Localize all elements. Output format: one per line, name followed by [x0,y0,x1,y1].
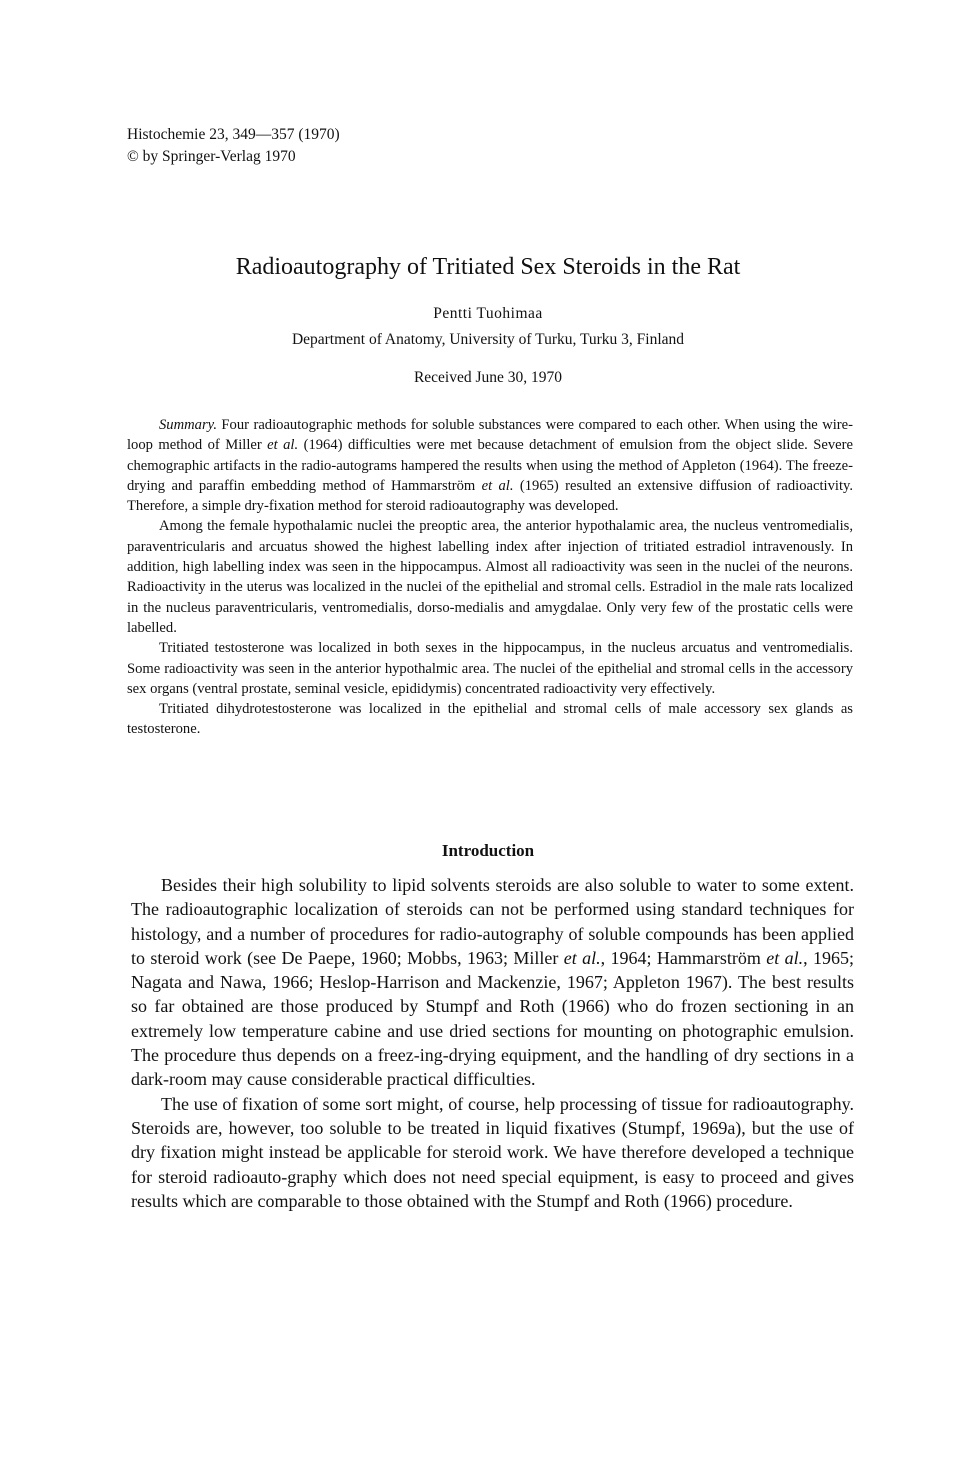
intro-text: , 1964; Hammarström [600,947,767,968]
summary-paragraph-4: Tritiated dihydrotestosterone was localized in the epithelial and stromal cells of male accessory sex glands as testosterone. [127,701,853,738]
author-last-name: Tuohimaa [476,305,543,322]
et-al: et al. [766,947,804,968]
introduction-section [131,873,854,1213]
intro-text: , 1965; Nagata and Nawa, 1966; Heslop-Harrison and Mackenzie, 1967; Appleton 1967). The best results so far obtained are those produced by Stumpf and Roth (1966) who do frozen sectioning in an extremely low temperature cabine and use dried sections for mounting on photographic emulsion. The procedure thus depends on a freez-ing-drying equipment, and the handling of dry sections in a dark-room may cause considerable practical difficulties. [131,947,854,1090]
journal-citation: Histochemie 23, 349—357 (1970) [127,126,340,143]
author-name [0,305,976,323]
article-title: Radioautography of Tritiated Sex Steroids in the Rat [235,254,741,280]
et-al: et al. [563,947,601,968]
journal-header [127,124,340,168]
et-al: et al. [267,437,299,454]
summary-paragraph-2: Among the female hypothalamic nuclei the preoptic area, the anterior hypothalamic area, the nucleus ventromedialis, paraventricularis and arcuatus showed the highest labelling index after injection of tritiated estradiol intravenously. In addition, high labelling index was seen in the hippocampus. Almost all radioactivity was seen in the nuclei of the neurons. Radioactivity in the uterus was localized in the nuclei of the epithelial and stromal cells. Estradiol in the male rats localized in the nucleus paraventricularis, ventromedialis, dorso-medialis and amygdalae. Only very few of the prostatic cells were labelled. [127,518,853,636]
received-date: Received June 30, 1970 [413,369,563,386]
introduction-heading: Introduction [441,841,535,860]
et-al: et al. [481,477,514,494]
summary-text: (1965) resulted an extensive diffusion of radioactivity. Therefore, a simple dry-fixation method for steroid radioautography was developed. [127,477,853,515]
summary-label: Summary. [159,417,217,433]
author-affiliation: Department of Anatomy, University of Turku, Turku 3, Finland [291,331,685,348]
author-first-name: Pentti [433,305,473,322]
summary-text: (1964) difficulties were met because detachment of emulsion from the object slide. Severe chemographic artifacts in the radio-autograms hampered the results when using the method of Appleton (1964). The freeze-drying and paraffin embedding method of Hammarström [127,437,853,494]
summary-paragraph-3: Tritiated testosterone was localized in both sexes in the hippocampus, in the nucleus arcuatus and ventromedialis. Some radioactivity was seen in the anterior hypothalmic area. The nuclei of the epithelial and stromal cells in the accessory sex organs (ventral prostate, seminal vesicle, epididymis) concentrated radioactivity very effectively. [127,640,853,697]
summary-text: Four radioautographic methods for soluble substances were compared to each other. When using the wire-loop method of Miller [127,417,853,454]
summary-section [127,415,853,740]
copyright-line: © by Springer-Verlag 1970 [127,148,296,165]
intro-text: Besides their high solubility to lipid solvents steroids are also soluble to water to some extent. The radioautographic localization of steroids can not be performed using standard techniques for histology, and a number of procedures for radio-autography of soluble compounds has been applied to steroid work (see De Paepe, 1960; Mobbs, 1963; Miller [131,875,854,968]
summary-paragraph-1 [127,415,853,516]
intro-paragraph-1 [131,873,854,1092]
intro-paragraph-2: The use of fixation of some sort might, of course, help processing of tissue for radioautography. Steroids are, however, too soluble to be treated in liquid fixatives (Stumpf, 1969a), but the use of dry fixation might instead be applicable for steroid work. We have therefore developed a technique for steroid radioauto-graphy which does not need special equipment, is easy to proceed and gives results which are comparable to those obtained with the Stumpf and Roth (1966) procedure. [131,1093,854,1211]
